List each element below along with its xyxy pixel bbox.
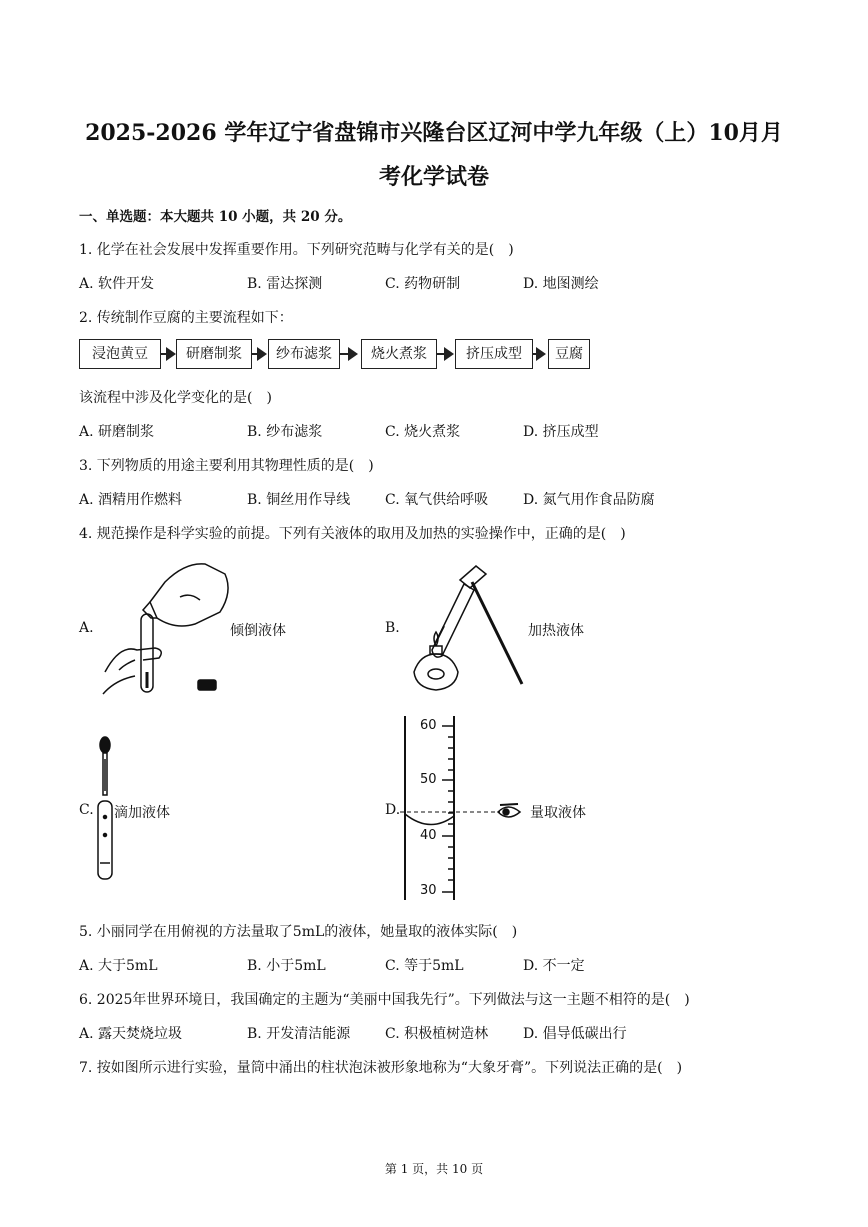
q5-option-c[interactable]: C. 等于5mL xyxy=(385,958,464,974)
q6-option-d[interactable]: D. 倡导低碳出行 xyxy=(523,1026,627,1042)
measuring-cylinder-illustration xyxy=(400,712,540,902)
q4-figure-a-caption: 倾倒液体 xyxy=(230,623,286,639)
q6-option-c[interactable]: C. 积极植树造林 xyxy=(385,1026,489,1042)
cylinder-tick-label: 50 xyxy=(420,772,437,787)
q1-option-a[interactable]: A. 软件开发 xyxy=(79,276,155,292)
q2-option-a[interactable]: A. 研磨制浆 xyxy=(79,424,155,440)
q5-option-a[interactable]: A. 大于5mL xyxy=(79,958,158,974)
flow-arrow-icon xyxy=(536,347,546,361)
cylinder-tick-label: 40 xyxy=(420,828,437,843)
q6-option-a[interactable]: A. 露天焚烧垃圾 xyxy=(79,1026,183,1042)
page-title-line2: 考化学试卷 xyxy=(378,164,489,190)
q5-option-d[interactable]: D. 不一定 xyxy=(523,958,585,974)
section-heading: 一、单选题：本大题共 10 小题，共 20 分。 xyxy=(79,209,352,225)
question-4-stem: 4. 规范操作是科学实验的前提。下列有关液体的取用及加热的实验操作中，正确的是( ) xyxy=(79,526,626,542)
page-number: 第 1 页，共 10 页 xyxy=(384,1162,484,1176)
flow-arrow-icon xyxy=(166,347,176,361)
q4-figure-a-letter[interactable]: A. xyxy=(79,620,94,636)
cylinder-tick-label: 60 xyxy=(420,718,437,733)
cylinder-tick-label: 30 xyxy=(420,883,437,898)
q5-option-b[interactable]: B. 小于5mL xyxy=(247,958,326,974)
flow-step-1: 浸泡黄豆 xyxy=(79,339,161,369)
question-5-stem: 5. 小丽同学在用俯视的方法量取了5mL的液体，她量取的液体实际( ) xyxy=(79,924,518,940)
heating-liquid-illustration xyxy=(400,562,530,702)
q2-option-c[interactable]: C. 烧火煮浆 xyxy=(385,424,461,440)
q4-figure-c-caption: 滴加液体 xyxy=(114,805,170,821)
question-5-options xyxy=(0,955,868,975)
q4-figure-c-letter[interactable]: C. xyxy=(79,802,94,818)
q1-option-c[interactable]: C. 药物研制 xyxy=(385,276,461,292)
flow-step-2: 研磨制浆 xyxy=(176,339,252,369)
question-6-stem: 6. 2025年世界环境日，我国确定的主题为“美丽中国我先行”。下列做法与这一主题不相符的是( ) xyxy=(79,992,690,1008)
q1-option-d[interactable]: D. 地图测绘 xyxy=(523,276,599,292)
q4-figure-b-letter[interactable]: B. xyxy=(385,620,400,636)
q4-figure-d-caption: 量取液体 xyxy=(530,805,586,821)
q6-option-b[interactable]: B. 开发清洁能源 xyxy=(247,1026,351,1042)
q3-option-c[interactable]: C. 氧气供给呼吸 xyxy=(385,492,489,508)
q4-figure-b-caption: 加热液体 xyxy=(528,623,584,639)
question-7-stem: 7. 按如图所示进行实验，量筒中涌出的柱状泡沫被形象地称为“大象牙膏”。下列说法正确的是( ) xyxy=(79,1060,683,1076)
flow-arrow-icon xyxy=(257,347,267,361)
question-6-options xyxy=(0,1023,868,1043)
flow-step-6: 豆腐 xyxy=(548,339,590,369)
q4-figure-d-letter[interactable]: D. xyxy=(385,802,401,818)
pouring-liquid-illustration xyxy=(95,552,235,702)
q2-option-d[interactable]: D. 挤压成型 xyxy=(523,424,599,440)
question-1-stem: 1. 化学在社会发展中发挥重要作用。下列研究范畴与化学有关的是( ) xyxy=(79,242,514,258)
page-title-line1: 2025-2026 学年辽宁省盘锦市兴隆台区辽河中学九年级（上）10月月 xyxy=(85,120,783,146)
flow-step-3: 纱布滤浆 xyxy=(268,339,340,369)
flow-step-5: 挤压成型 xyxy=(455,339,533,369)
q1-option-b[interactable]: B. 雷达探测 xyxy=(247,276,323,292)
question-2-stem: 2. 传统制作豆腐的主要流程如下： xyxy=(79,310,293,326)
flow-arrow-icon xyxy=(348,347,358,361)
question-2-options xyxy=(0,421,868,441)
q2-option-b[interactable]: B. 纱布滤浆 xyxy=(247,424,323,440)
question-2-follow: 该流程中涉及化学变化的是( ) xyxy=(79,390,272,406)
flow-arrow-icon xyxy=(444,347,454,361)
q3-option-d[interactable]: D. 氮气用作食品防腐 xyxy=(523,492,655,508)
question-1-options xyxy=(0,273,868,293)
q3-option-a[interactable]: A. 酒精用作燃料 xyxy=(79,492,183,508)
flow-step-4: 烧火煮浆 xyxy=(361,339,437,369)
q3-option-b[interactable]: B. 铜丝用作导线 xyxy=(247,492,351,508)
question-3-options xyxy=(0,489,868,509)
question-3-stem: 3. 下列物质的用途主要利用其物理性质的是( ) xyxy=(79,458,374,474)
